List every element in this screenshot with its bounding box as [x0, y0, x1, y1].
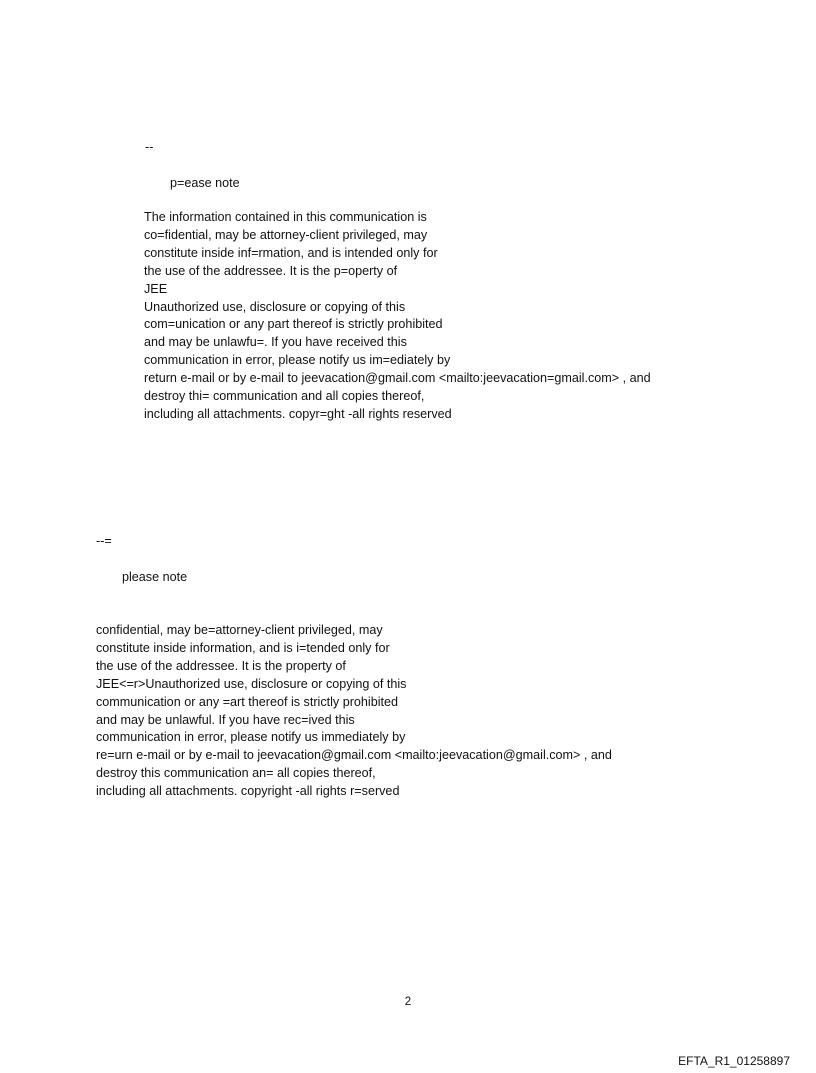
disclaimer-2-line: destroy this communication an= all copies thereof, — [96, 766, 376, 781]
page-number: 2 — [404, 996, 412, 1008]
disclaimer-1-line: communication in error, please notify us im=ediately by — [144, 353, 451, 368]
bates-number: EFTA_R1_01258897 — [678, 1054, 790, 1068]
disclaimer-1-line: return e-mail or by e-mail to jeevacation@gmail.com <mailto:jeevacation=gmail.com> , and — [144, 371, 651, 386]
separator-2: --= — [96, 534, 112, 548]
disclaimer-1-line: JEE — [144, 281, 168, 296]
disclaimer-2-line: re=urn e-mail or by e-mail to jeevacation@gmail.com <mailto:jeevacation@gmail.com> , and — [96, 748, 612, 763]
disclaimer-1-line: destroy thi= communication and all copies thereof, — [144, 389, 425, 404]
disclaimer-2-line: including all attachments. copyright -all rights r=served — [96, 784, 400, 799]
disclaimer-1-line: and may be unlawfu=. If you have received this — [144, 335, 407, 350]
disclaimer-1-line: constitute inside inf=rmation, and is intended only for — [144, 245, 438, 260]
disclaimer-2-line: constitute inside information, and is i=tended only for — [96, 640, 390, 655]
disclaimer-block-1 — [144, 209, 651, 424]
disclaimer-1-line: including all attachments. copyr=ght -all rights reserved — [144, 406, 452, 421]
note-heading-1: p=ease note — [170, 176, 240, 190]
disclaimer-2-line: the use of the addressee. It is the property of — [96, 658, 346, 673]
disclaimer-2-line: communication in error, please notify us immediately by — [96, 730, 406, 745]
disclaimer-2-line: communication or any =art thereof is strictly prohibited — [96, 694, 399, 709]
disclaimer-1-line: The information contained in this communication is — [144, 210, 427, 224]
disclaimer-2-line: confidential, may be=attorney-client privileged, may — [96, 623, 383, 637]
disclaimer-2-line: and may be unlawful. If you have rec=ived this — [96, 712, 355, 727]
disclaimer-2-line: JEE<=r>Unauthorized use, disclosure or copying of this — [96, 676, 407, 691]
disclaimer-block-2 — [96, 622, 612, 801]
disclaimer-1-line: the use of the addressee. It is the p=operty of — [144, 263, 398, 278]
disclaimer-1-line: Unauthorized use, disclosure or copying of this — [144, 299, 406, 314]
disclaimer-1-line: com=unication or any part thereof is strictly prohibited — [144, 317, 443, 332]
note-heading-2: please note — [122, 570, 188, 584]
separator-1: -- — [145, 140, 154, 154]
disclaimer-1-line: co=fidential, may be attorney-client privileged, may — [144, 227, 428, 242]
